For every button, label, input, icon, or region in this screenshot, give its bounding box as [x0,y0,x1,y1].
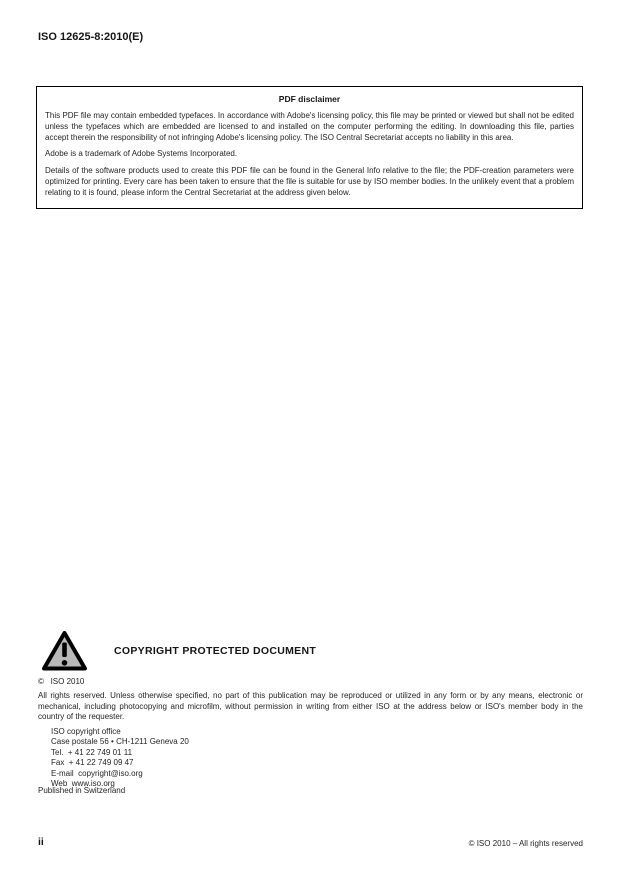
address-line-office: ISO copyright office [51,727,121,736]
document-code-header: ISO 12625-8:2010(E) [38,31,144,43]
address-line-web: Web www.iso.org [51,779,115,789]
exclamation-bar [62,643,67,658]
address-line-email: E-mail copyright@iso.org [51,768,143,778]
pdf-disclaimer-box [36,86,583,209]
copyright-banner-row [41,630,316,672]
footer-copyright-notice: © ISO 2010 – All rights reserved [468,839,583,848]
address-line-fax: Fax + 41 22 749 09 47 [51,758,134,768]
warning-triangle-icon [41,630,88,672]
published-in-switzerland-line: Published in Switzerland [38,786,126,795]
pdf-disclaimer-title: PDF disclaimer [278,94,341,104]
address-line-postal: Case postale 56 • CH-1211 Geneva 20 [51,737,189,747]
exclamation-dot [62,660,68,666]
disclaimer-paragraph: This PDF file may contain embedded typefaces. In accordance with Adobe's licensing policy, this file may be printed or viewed but shall not be edited unless the typefaces which are embedded are licensed to and installed on the computer performing the editing. In downloading this file, parties accept therein the responsibility of not infringing Adobe's licensing policy. The ISO Central Secretariat accepts no liability in this area. [45,111,574,142]
copyright-year-line: © ISO 2010 [38,677,85,686]
address-line-tel: Tel. + 41 22 749 01 11 [51,747,133,757]
all-rights-reserved-paragraph: All rights reserved. Unless otherwise specified, no part of this publication may be reproduced or utilized in any form or by any means, electronic or mechanical, including photocopying and microfilm, without permission in writing from either ISO at the address below or ISO's member body in the country of the requester. [38,691,583,721]
copyright-protected-label: COPYRIGHT PROTECTED DOCUMENT [114,645,317,657]
footer-page-number: ii [38,836,44,848]
disclaimer-paragraph: Details of the software products used to create this PDF file can be found in the General Info relative to the file; the PDF-creation parameters were optimized for printing. Every care has been taken to ensure that the file is suitable for use by ISO member bodies. In the unlikely event that a problem relating to it is found, please inform the Central Secretariat at the address given below. [45,166,574,197]
disclaimer-paragraph: Adobe is a trademark of Adobe Systems Incorporated. [45,149,238,159]
iso-copyright-office-address [51,727,189,789]
